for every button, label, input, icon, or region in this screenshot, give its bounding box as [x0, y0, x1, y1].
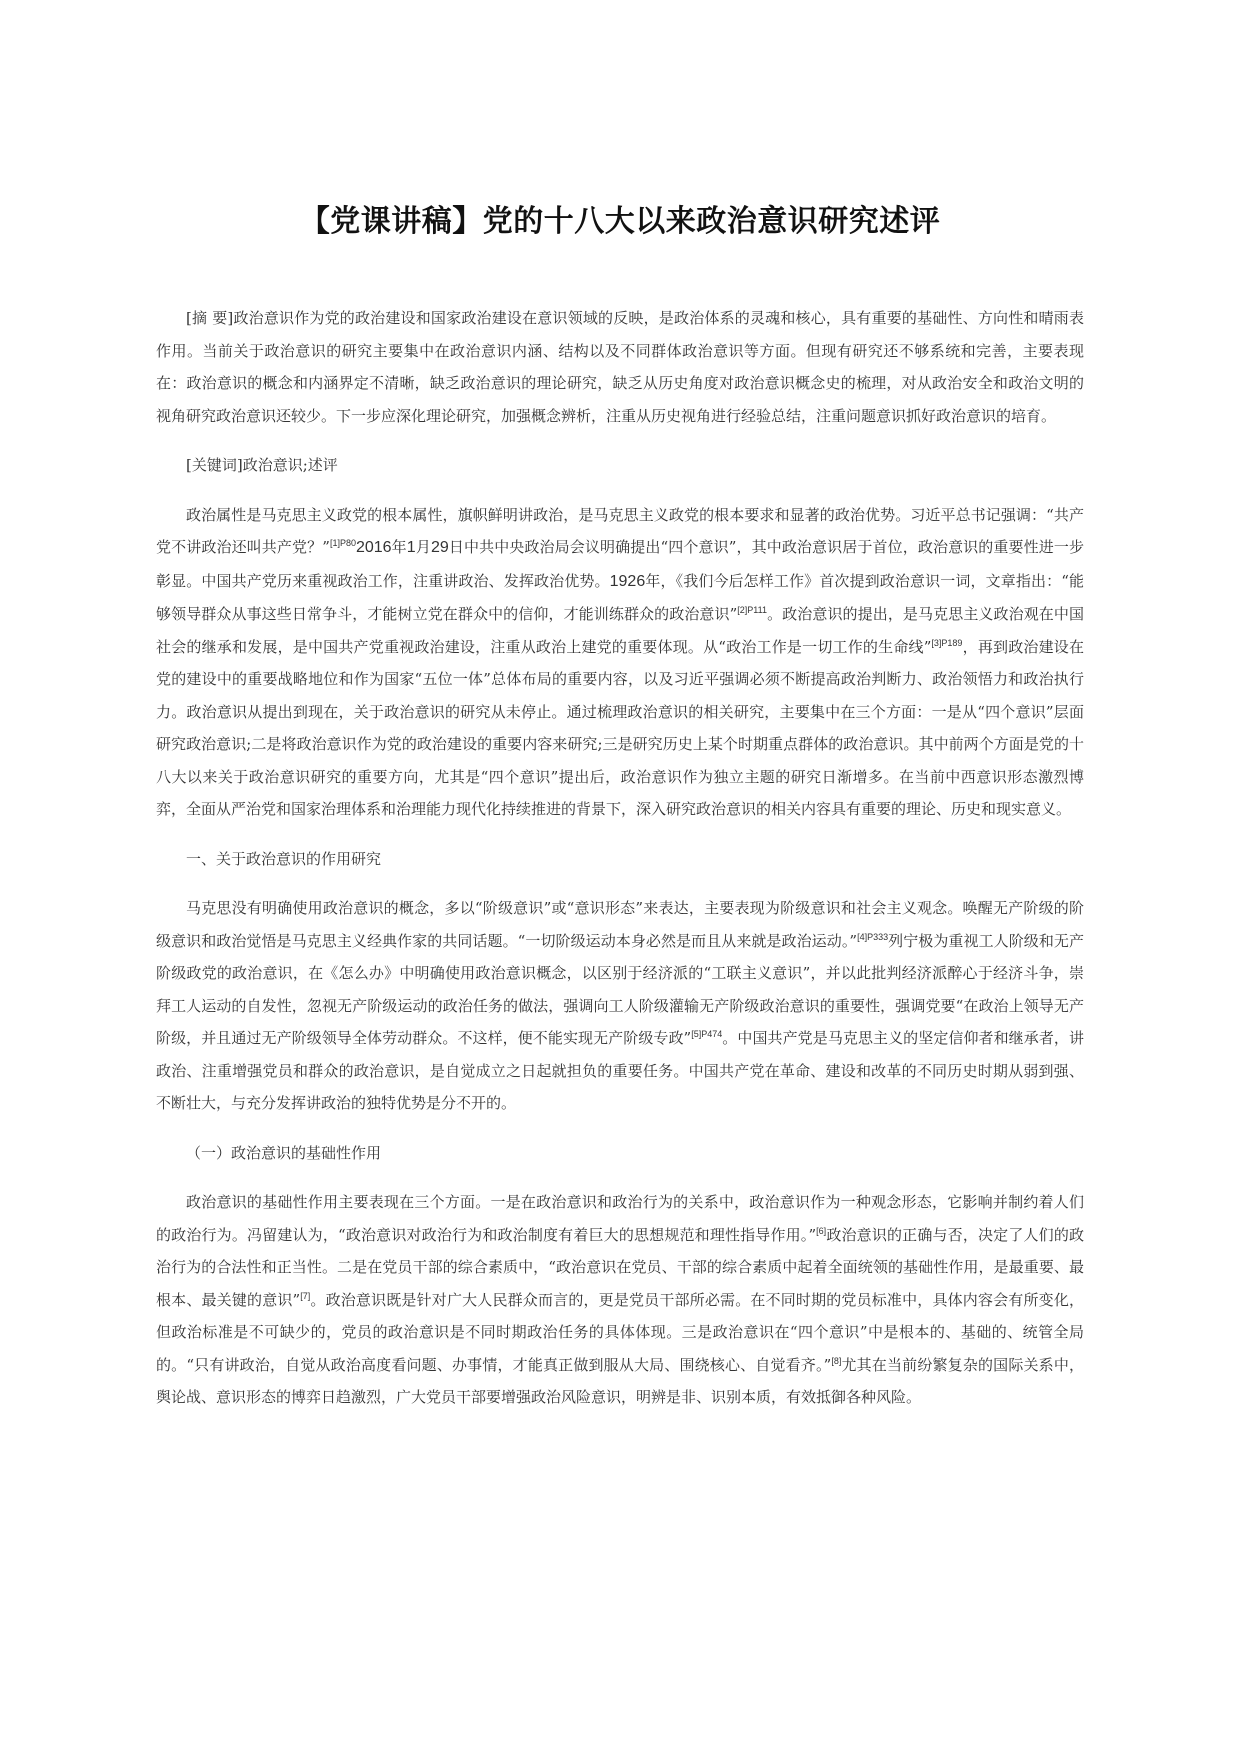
subsection-paragraph [156, 1186, 1084, 1414]
citation-ref: [8] [831, 1355, 842, 1366]
document-body [156, 302, 1084, 1431]
subsection-text: 尤其在当前纷繁复杂的国际关系中，舆论战、意识形态的博弈日趋激烈，广大党员干部要增强政治风险意识，明辨是非、识别本质，有效抵御各种风险。 [156, 1355, 1084, 1406]
citation-ref: [3]P189 [931, 637, 963, 648]
keywords-paragraph [156, 449, 1084, 482]
section-text: 。中国共产党是马克思主义的坚定信仰者和继承者，讲政治、注重增强党员和群众的政治意识，是自觉成立之日起就担负的重要任务。中国共产党在革命、建设和改革的不同历史时期从弱到强、不断壮大，与充分发挥讲政治的独特优势是分不开的。 [156, 1029, 1084, 1112]
intro-text: 年 [391, 538, 407, 556]
citation-ref: [6] [816, 1225, 827, 1236]
intro-text: 年，《我们今后怎样工作》首次提到政治意识一词，文章指出：“能够领导群众从事这些日常争斗，才能树立党在群众中的信仰，才能训练群众的政治意识” [156, 571, 1085, 623]
intro-text: 政治属性是马克思主义政党的根本属性，旗帜鲜明讲政治，是马克思主义政党的根本要求和显著的政治优势。习近平总书记强调：“共产党不讲政治还叫共产党？” [156, 505, 1084, 556]
subsection-text: 政治意识的基础性作用主要表现在三个方面。一是在政治意识和政治行为的关系中，政治意识作为一种观念形态，它影响并制约着人们的政治行为。冯留建认为，“政治意识对政治行为和政治制度有着巨大的思想规范和理性指导作用。” [156, 1193, 1084, 1244]
intro-number: 2016 [355, 539, 392, 556]
intro-number: 1926 [609, 572, 646, 590]
subsection-text: 政治意识的正确与否，决定了人们的政治行为的合法性和正当性。二是在党员干部的综合素质中，“政治意识在党员、干部的综合素质中起着全面统领的基础性作用，是最重要、最根本、最关键的意识” [156, 1225, 1084, 1309]
section-text: 列宁极为重视工人阶级和无产阶级政党的政治意识，在《怎么办》中明确使用政治意识概念，以区别于经济派的“工联主义意识”，并以此批判经济派醉心于经济斗争，崇拜工人运动的自发性，忽视无产阶级运动的政治任务的做法，强调向工人阶级灌输无产阶级政治意识的重要性，强调党要“在政治上领导无产阶级，并且通过无产阶级领导全体劳动群众。不这样，便不能实现无产阶级专政” [156, 931, 1084, 1047]
keywords-label: [关键词] [186, 456, 243, 474]
document-title: 【党课讲稿】党的十八大以来政治意识研究述评 [299, 204, 941, 239]
abstract-text: 政治意识作为党的政治建设和国家政治建设在意识领域的反映，是政治体系的灵魂和核心，具有重要的基础性、方向性和晴雨表作用。当前关于政治意识的研究主要集中在政治意识内涵、结构以及不同群体政治意识等方面。但现有研究还不够系统和完善，主要表现在：政治意识的概念和内涵界定不清晰，缺乏政治意识的理论研究，缺乏从历史角度对政治意识概念史的梳理，对从政治安全和政治文明的视角研究政治意识还较少。下一步应深化理论研究，加强概念辨析，注重从历史视角进行经验总结，注重问题意识抓好政治意识的培育。 [156, 309, 1084, 425]
intro-text: 。政治意识的提出，是马克思主义政治观在中国社会的继承和发展，是中国共产党重视政治建设，注重从政治上建党的重要体现。从“政治工作是一切工作的生命线” [156, 605, 1084, 656]
intro-number: 29 [430, 539, 449, 556]
citation-ref: [5]P474 [691, 1029, 723, 1039]
citation-ref: [1]P80 [329, 538, 356, 548]
section-paragraph [156, 892, 1084, 1120]
section-heading: 一、关于政治意识的作用研究 [186, 849, 382, 868]
keywords-text: 政治意识;述评 [242, 456, 338, 474]
intro-text: 月 [415, 538, 431, 556]
intro-paragraph [156, 499, 1084, 826]
abstract-label: [摘 要] [186, 309, 234, 327]
citation-ref: [4]P333 [857, 931, 889, 942]
intro-number: 1 [406, 539, 416, 556]
intro-text: 日中共中央政治局会议明确提出“四个意识”，其中政治意识居于首位，政治意识的重要性进一步彰显。中国共产党历来重视政治工作，注重讲政治、发挥政治优势。 [156, 538, 1084, 590]
citation-ref: [7] [300, 1290, 311, 1301]
subsection-text: 。政治意识既是针对广大人民群众而言的，更是党员干部所必需。在不同时期的党员标准中，具体内容会有所变化，但政治标准是不可缺少的，党员的政治意识是不同时期政治任务的具体体现。三是政治意识在“四个意识”中是根本的、基础的、统管全局的。“只有讲政治，自觉从政治高度看问题、办事情，才能真正做到服从大局、围绕核心、自觉看齐。” [156, 1290, 1084, 1374]
intro-text: ，再到政治建设在党的建设中的重要战略地位和作为国家“五位一体”总体布局的重要内容，以及习近平强调必须不断提高政治判断力、政治领悟力和政治执行力。政治意识从提出到现在，关于政治意识的研究从未停止。通过梳理政治意识的相关研究，主要集中在三个方面：一是从“四个意识”层面研究政治意识;二是将政治意识作为党的政治建设的重要内容来研究;三是研究历史上某个时期重点群体的政治意识。其中前两个方面是党的十八大以来关于政治意识研究的重要方向，尤其是“四个意识”提出后，政治意识作为独立主题的研究日渐增多。在当前中西意识形态激烈博弈，全面从严治党和国家治理体系和治理能力现代化持续推进的背景下，深入研究政治意识的相关内容具有重要的理论、历史和现实意义。 [156, 637, 1084, 818]
section-text: 马克思没有明确使用政治意识的概念，多以“阶级意识”或“意识形态”来表达，主要表现为阶级意识和社会主义观念。唤醒无产阶级的阶级意识和政治觉悟是马克思主义经典作家的共同话题。“一切阶级运动本身必然是而且从来就是政治运动。” [156, 899, 1084, 950]
abstract-paragraph [156, 302, 1084, 432]
citation-ref: [2]P111 [737, 605, 767, 615]
subsection-heading: （一）政治意识的基础性作用 [186, 1143, 382, 1162]
